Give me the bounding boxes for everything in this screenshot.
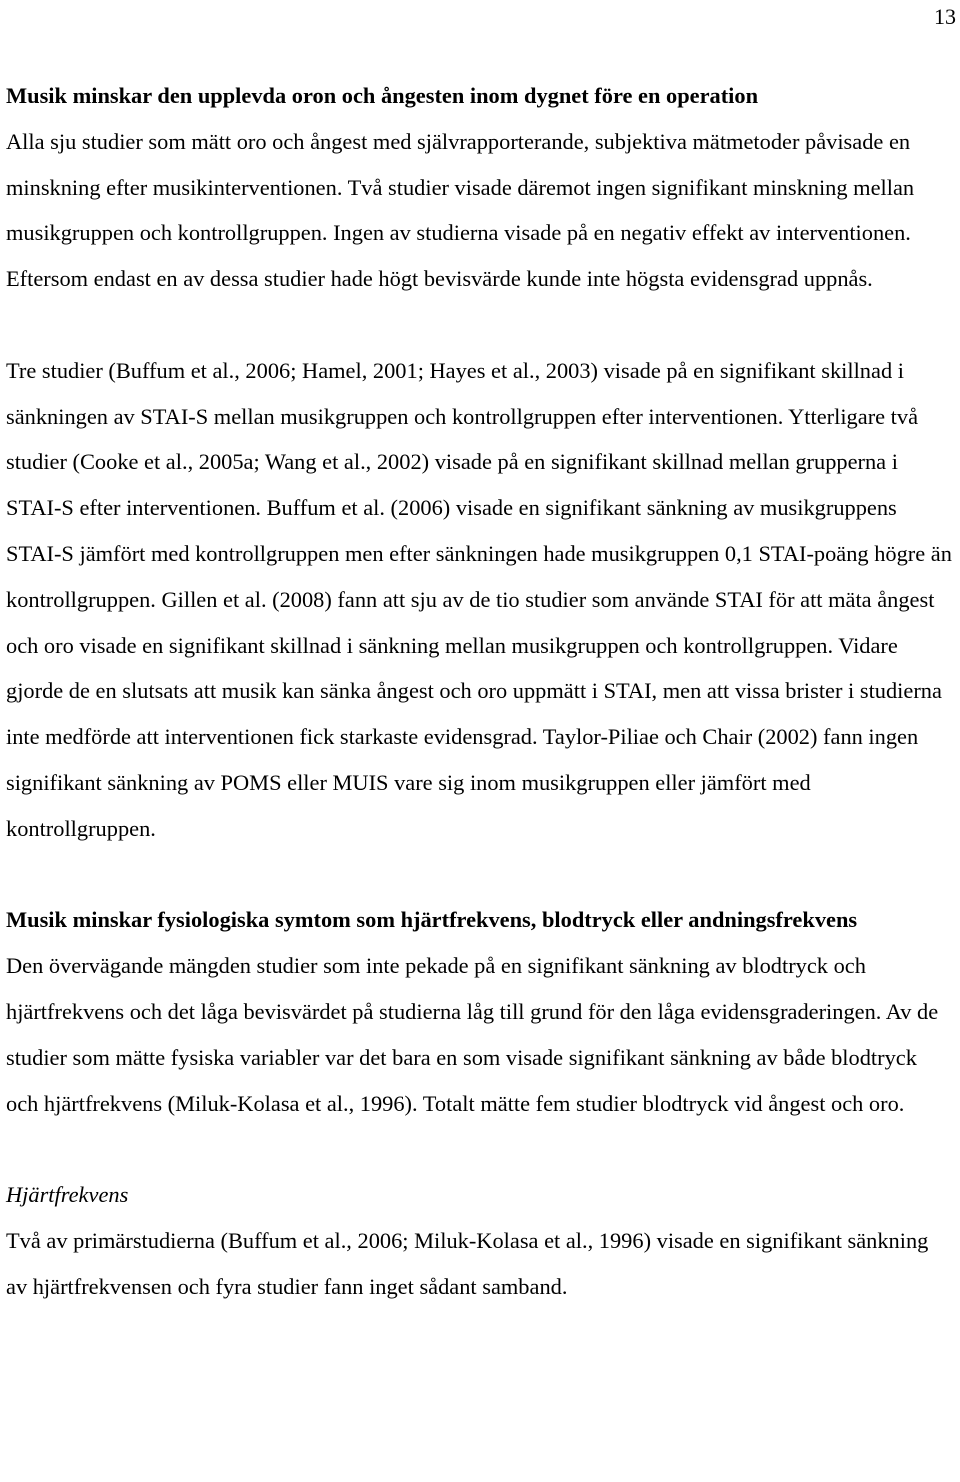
document-body <box>6 73 954 1310</box>
page-number: 13 <box>934 4 956 29</box>
paragraph-self-report: Alla sju studier som mätt oro och ångest med självrapporterande, subjektiva mätmetoder påvisade en minskning efter musikinterventionen. Två studier visade däremot ingen signifikant minskning mellan musikgruppen och kontrollgruppen. Ingen av studierna visade på en negativ effekt av interventionen. Eftersom endast en av dessa studier hade högt bevisvärde kunde inte högsta evidensgrad uppnås. <box>6 128 915 292</box>
paragraph-gap <box>6 852 954 898</box>
section-heading-anxiety: Musik minskar den upplevda oron och ångesten inom dygnet före en operation <box>6 83 759 108</box>
paragraph-heart-rate: Två av primärstudierna (Buffum et al., 2006; Miluk-Kolasa et al., 1996) visade en signifikant sänkning av hjärtfrekvensen och fyra studier fann inget sådant samband. <box>6 1227 929 1299</box>
subheading-heart-rate: Hjärtfrekvens <box>6 1182 129 1208</box>
paragraph-gap <box>6 302 954 348</box>
paragraph-stai: Tre studier (Buffum et al., 2006; Hamel, 2001; Hayes et al., 2003) visade på en signifikant skillnad i sänkningen av STAI-S mellan musikgruppen och kontrollgruppen efter interventionen. Ytterligare två studier (Cooke et al., 2005a; Wang et al., 2002) visade på en signifikant skillnad mellan grupperna i STAI-S efter interventionen. Buffum et al. (2006) visade en signifikant sänkning av musikgruppens STAI-S jämfört med kontrollgruppen men efter sänkningen hade musikgruppen 0,1 STAI-poäng högre än kontrollgruppen. Gillen et al. (2008) fann att sju av de tio studier som använde STAI för att mäta ångest och oro visade en signifikant skillnad i sänkning mellan musikgruppen och kontrollgruppen. Vidare gjorde de en slutsats att musik kan sänka ångest och oro uppmätt i STAI, men att vissa brister i studierna inte medförde att interventionen fick starkaste evidensgrad. Taylor-Piliae och Chair (2002) fann ingen signifikant sänkning av POMS eller MUIS vare sig inom musikgruppen eller jämfört med kontrollgruppen. <box>6 357 952 841</box>
paragraph-gap <box>6 1126 954 1172</box>
section-heading-physiological: Musik minskar fysiologiska symtom som hjärtfrekvens, blodtryck eller andningsfrekvens <box>6 907 858 933</box>
paragraph-physiological: Den övervägande mängden studier som inte pekade på en signifikant sänkning av blodtryck och hjärtfrekvens och det låga bevisvärdet på studierna låg till grund för den låga evidensgraderingen. Av de studier som mätte fysiska variabler var det bara en som visade signifikant sänkning av både blodtryck och hjärtfrekvens (Miluk-Kolasa et al., 1996). Totalt mätte fem studier blodtryck vid ångest och oro. <box>6 953 939 1116</box>
